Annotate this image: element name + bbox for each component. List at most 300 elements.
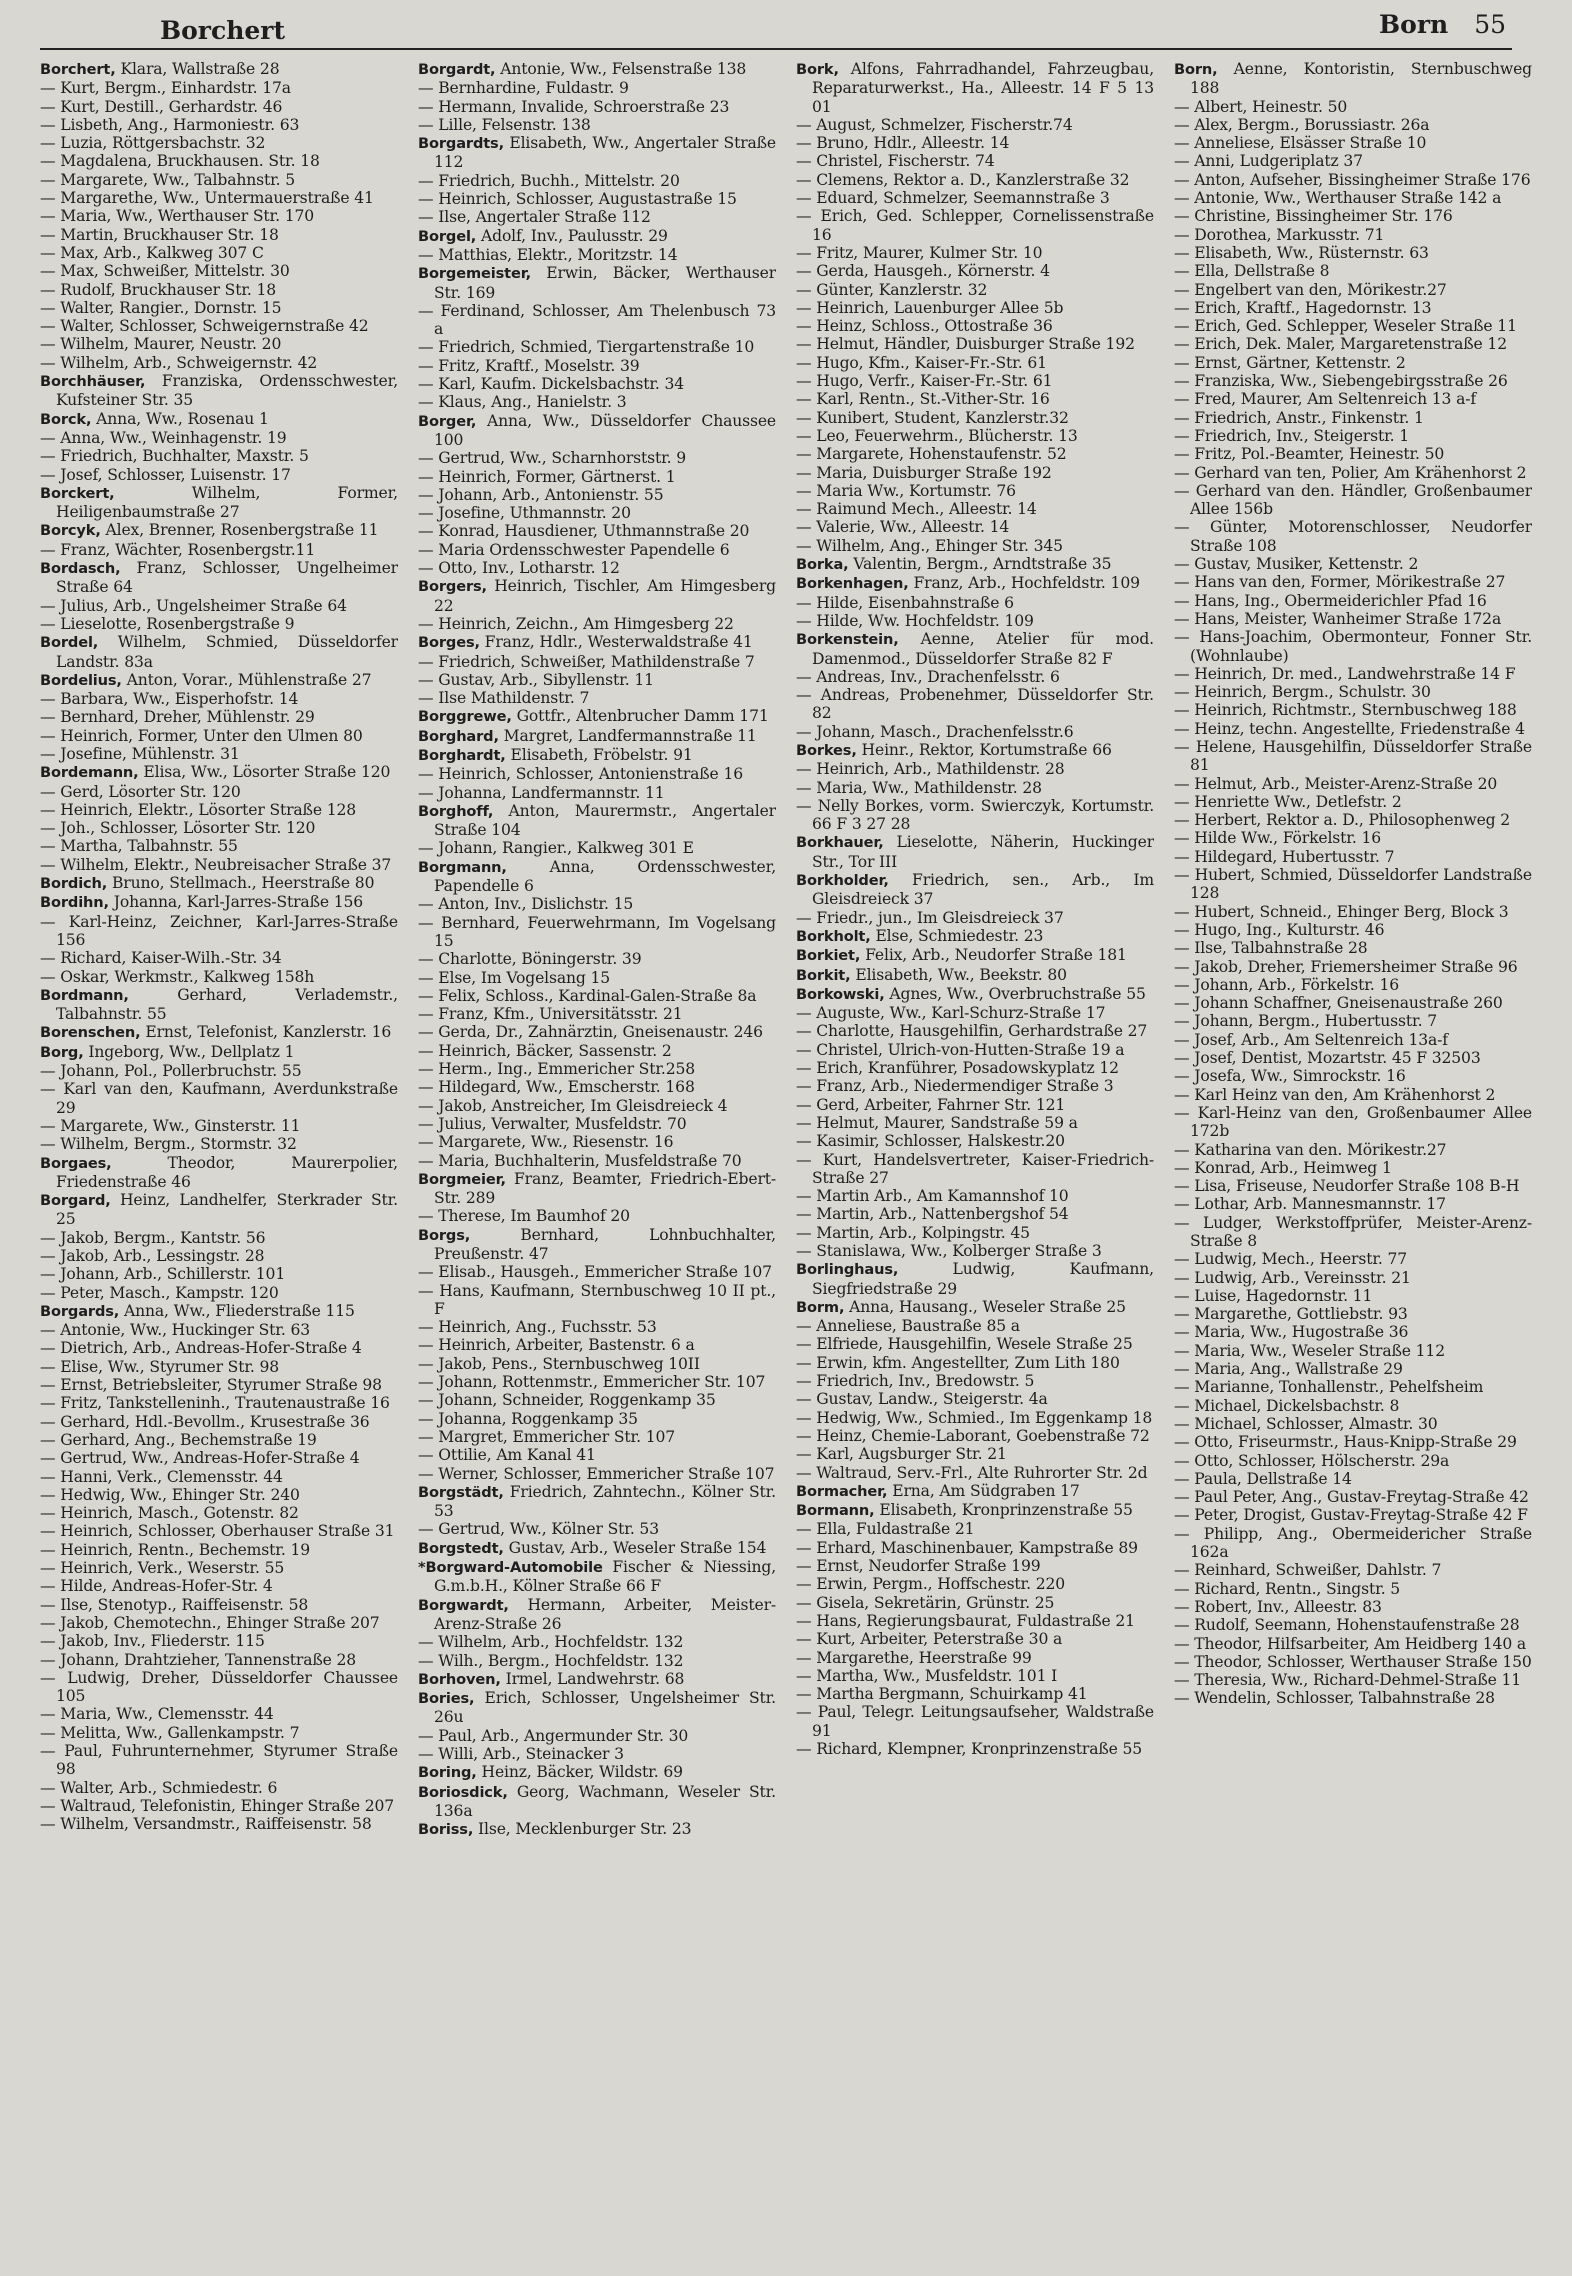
entry-surname: Borgmann, — [418, 858, 507, 876]
directory-entry — [418, 1783, 776, 1821]
directory-entry — [40, 1339, 398, 1357]
entry-text: — Max, Arb., Kalkweg 307 C — [40, 243, 264, 262]
directory-entry — [1174, 1506, 1532, 1524]
entry-text: — Maria Ordensschwester Papendelle 6 — [418, 540, 730, 559]
entry-text: — Wilh., Bergm., Hochfeldstr. 132 — [418, 1651, 684, 1670]
directory-entry — [1174, 1305, 1532, 1323]
directory-entry — [796, 1114, 1154, 1132]
entry-text: — Andreas, Probenehmer, Düsseldorfer Str. 82 — [796, 686, 1154, 723]
directory-entry — [418, 1023, 776, 1041]
directory-entry — [40, 98, 398, 116]
directory-entry — [796, 1077, 1154, 1095]
directory-entry — [1174, 335, 1532, 353]
directory-entry — [418, 1152, 776, 1170]
entry-text: — Johann, Pol., Pollerbruchstr. 55 — [40, 1062, 302, 1081]
entry-text: — Michael, Schlosser, Almastr. 30 — [1174, 1414, 1438, 1433]
entry-text: — Heinrich, Schlosser, Oberhauser Straße 31 — [40, 1522, 395, 1541]
directory-entry — [418, 1391, 776, 1409]
entry-text: Margret, Landfermannstraße 11 — [498, 726, 757, 745]
entry-text: — Helmut, Händler, Duisburger Straße 192 — [796, 335, 1135, 354]
directory-entry — [796, 1539, 1154, 1557]
directory-entry — [418, 1042, 776, 1060]
directory-entry — [418, 577, 776, 615]
entry-text: — Paul, Telegr. Leitungsaufseher, Waldstraße 91 — [796, 1703, 1154, 1740]
column-2 — [418, 60, 776, 2265]
entry-text: — Wilhelm, Elektr., Neubreisacher Straße 37 — [40, 855, 392, 874]
directory-entry — [1174, 1488, 1532, 1506]
entry-text: — Lothar, Arb. Mannesmannstr. 17 — [1174, 1195, 1446, 1214]
entry-text: — Heinz, Chemie-Laborant, Goebenstraße 72 — [796, 1426, 1150, 1445]
directory-entry — [796, 134, 1154, 152]
entry-text: Erwin, Bäcker, Werthauser Str. 169 — [434, 264, 776, 302]
entry-text: — Ella, Fuldastraße 21 — [796, 1520, 975, 1539]
entry-surname: Born, — [1174, 61, 1218, 78]
entry-text: — Maria, Ww., Werthauser Str. 170 — [40, 207, 315, 226]
entry-text: — Heinrich, Former, Gärtnerst. 1 — [418, 467, 676, 486]
entry-text: — Barbara, Ww., Eisperhofstr. 14 — [40, 690, 299, 709]
entry-text: — Heinrich, Masch., Gotenstr. 82 — [40, 1504, 299, 1523]
directory-entry — [1174, 134, 1532, 152]
entry-surname: Borgard, — [40, 1192, 111, 1210]
directory-entry — [796, 354, 1154, 372]
directory-entry — [796, 1482, 1154, 1501]
entry-text: — Max, Schweißer, Mittelstr. 30 — [40, 262, 290, 281]
entry-surname: Borkenhagen, — [796, 575, 909, 593]
entry-text: — Josef, Schlosser, Luisenstr. 17 — [40, 465, 291, 484]
directory-entry — [40, 1504, 398, 1522]
directory-entry — [418, 1373, 776, 1391]
entry-text: — Helmut, Arb., Meister-Arenz-Straße 20 — [1174, 774, 1498, 793]
directory-entry — [1174, 1470, 1532, 1488]
entry-text: Klara, Wallstraße 28 — [115, 60, 280, 78]
entry-text: Elisabeth, Ww., Beekstr. 80 — [850, 965, 1067, 984]
directory-entry — [1174, 720, 1532, 738]
directory-entry — [796, 1260, 1154, 1298]
directory-entry — [1174, 409, 1532, 427]
entry-text: — Julius, Verwalter, Musfeldstr. 70 — [418, 1114, 687, 1133]
entry-text: — Franziska, Ww., Siebengebirgsstraße 26 — [1174, 372, 1508, 391]
entry-text: — Paul, Arb., Angermunder Str. 30 — [418, 1726, 689, 1745]
entry-text: — Friedrich, Buchhalter, Maxstr. 5 — [40, 447, 309, 466]
directory-entry — [796, 1022, 1154, 1040]
entry-surname: Borgwardt, — [418, 1596, 509, 1614]
entry-surname: Borcyk, — [40, 522, 101, 540]
directory-entry — [1174, 60, 1532, 98]
entry-text: — Helene, Hausgehilfin, Düsseldorfer Straße 81 — [1174, 737, 1532, 775]
entry-text: — Therese, Im Baumhof 20 — [418, 1207, 630, 1226]
directory-entry — [40, 801, 398, 819]
directory-entry — [418, 1226, 776, 1264]
directory-entry — [418, 727, 776, 746]
entry-text: — Karl, Rentn., St.-Vither-Str. 16 — [796, 390, 1050, 409]
entry-surname: Bories, — [418, 1690, 475, 1708]
directory-entry — [40, 949, 398, 967]
entry-text: — Ludwig, Arb., Vereinsstr. 21 — [1174, 1268, 1411, 1287]
directory-entry — [1174, 1433, 1532, 1451]
entry-text: — Walter, Rangier., Dornstr. 15 — [40, 298, 282, 317]
entry-text: — Elfriede, Hausgehilfin, Wesele Straße 25 — [796, 1335, 1133, 1354]
entry-text: Ilse, Mecklenburger Str. 23 — [473, 1820, 692, 1839]
entry-text: — Peter, Drogist, Gustav-Freytag-Straße 42 F — [1174, 1506, 1528, 1525]
directory-entry — [796, 1575, 1154, 1593]
entry-text: — Dorothea, Markusstr. 71 — [1174, 225, 1385, 244]
entry-text: — Heinrich, Schlosser, Antonienstraße 16 — [418, 765, 743, 784]
entry-text: Elisa, Ww., Lösorter Straße 120 — [138, 763, 391, 782]
directory-entry — [1174, 701, 1532, 719]
directory-entry — [40, 1632, 398, 1650]
directory-entry — [1174, 1635, 1532, 1653]
entry-text: — Günter, Kanzlerstr. 32 — [796, 280, 988, 299]
entry-text: Agnes, Ww., Overbruchstraße 55 — [884, 984, 1146, 1003]
entry-text: — Luise, Hagedornstr. 11 — [1174, 1286, 1373, 1305]
directory-entry — [40, 690, 398, 708]
directory-entry — [40, 354, 398, 372]
entry-text: — Charlotte, Böningerstr. 39 — [418, 950, 642, 969]
entry-text: — Reinhard, Schweißer, Dahlstr. 7 — [1174, 1561, 1442, 1580]
directory-entry — [40, 484, 398, 522]
directory-entry — [796, 1317, 1154, 1335]
directory-entry — [796, 372, 1154, 390]
directory-entry — [40, 447, 398, 465]
entry-text: — Gertrud, Ww., Andreas-Hofer-Straße 4 — [40, 1449, 360, 1468]
entry-text: — Maria, Buchhalterin, Musfeldstraße 70 — [418, 1151, 742, 1170]
directory-entry — [796, 1224, 1154, 1242]
directory-entry — [796, 1740, 1154, 1758]
entry-text: — Rudolf, Bruckhauser Str. 18 — [40, 280, 277, 299]
entry-text: — Herm., Ing., Emmericher Str.258 — [418, 1060, 696, 1079]
entry-text: Georg, Wachmann, Weseler Str. 136a — [434, 1782, 776, 1820]
directory-entry — [40, 1229, 398, 1247]
directory-entry — [418, 1078, 776, 1096]
directory-entry — [796, 1151, 1154, 1188]
entry-surname: Bordemann, — [40, 764, 139, 782]
entry-surname: Borgstädt, — [418, 1483, 504, 1501]
directory-entry — [418, 784, 776, 802]
entry-text: — Martin, Bruckhauser Str. 18 — [40, 225, 279, 244]
directory-entry — [1174, 1195, 1532, 1213]
directory-entry — [1174, 1561, 1532, 1579]
entry-surname: Borghoff, — [418, 802, 494, 820]
directory-entry — [418, 1520, 776, 1538]
directory-entry — [40, 372, 398, 410]
entry-text: — Gustav, Landw., Steigerstr. 4a — [796, 1390, 1048, 1409]
entry-text: — Jakob, Bergm., Kantstr. 56 — [40, 1228, 266, 1247]
entry-text: — Gerhard van ten, Polier, Am Krähenhorst 2 — [1174, 463, 1527, 482]
directory-entry — [40, 856, 398, 874]
entry-text: — Erich, Kranführer, Posadowskyplatz 12 — [796, 1059, 1119, 1078]
directory-entry — [418, 1133, 776, 1151]
entry-text: — Martha, Ww., Musfeldstr. 101 I — [796, 1666, 1058, 1685]
directory-entry — [40, 1302, 398, 1321]
entry-text: — Richard, Kaiser-Wilh.-Str. 34 — [40, 949, 282, 968]
directory-entry — [796, 1059, 1154, 1077]
entry-text: — Kurt, Bergm., Einhardstr. 17a — [40, 79, 291, 98]
directory-entry — [1174, 1360, 1532, 1378]
entry-text: Gottfr., Altenbrucher Damm 171 — [511, 707, 769, 726]
directory-entry — [796, 1354, 1154, 1372]
entry-text: — Peter, Masch., Kampstr. 120 — [40, 1283, 279, 1302]
entry-surname: Borgardt, — [418, 61, 496, 78]
entry-text: — Heinrich, Schlosser, Augustastraße 15 — [418, 190, 737, 209]
directory-entry — [1174, 1104, 1532, 1141]
entry-text: Heinz, Bäcker, Wildstr. 69 — [476, 1763, 683, 1782]
directory-entry — [418, 653, 776, 671]
directory-entry — [1174, 1049, 1532, 1067]
directory-entry — [1174, 207, 1532, 225]
column-4 — [1174, 60, 1532, 2265]
directory-entry — [796, 797, 1154, 834]
directory-entry — [1174, 1323, 1532, 1341]
entry-text: — Johanna, Roggenkamp 35 — [418, 1409, 638, 1428]
directory-entry — [796, 985, 1154, 1004]
directory-entry — [796, 409, 1154, 427]
directory-entry — [40, 116, 398, 134]
directory-entry — [418, 1539, 776, 1558]
directory-entry — [418, 839, 776, 857]
entry-text: — Wendelin, Schlosser, Talbahnstraße 28 — [1174, 1689, 1495, 1708]
directory-entry — [796, 1685, 1154, 1703]
entry-text: — Karl-Heinz van den, Großenbaumer Allee 172b — [1174, 1103, 1532, 1141]
directory-entry — [1174, 665, 1532, 683]
directory-entry — [796, 189, 1154, 207]
entry-text: Heinz, Landhelfer, Sterkrader Str. 25 — [56, 1191, 398, 1229]
directory-entry — [1174, 793, 1532, 811]
entry-text: — Nelly Borkes, vorm. Swierczyk, Kortumstr. 66 F 3 27 28 — [796, 796, 1154, 834]
directory-entry — [40, 913, 398, 950]
entry-text: — Maria, Ang., Wallstraße 29 — [1174, 1360, 1403, 1379]
entry-text: — Gustav, Arb., Sibyllenstr. 11 — [418, 670, 654, 689]
entry-surname: Borm, — [796, 1298, 845, 1316]
entry-text: — Josefa, Ww., Simrockstr. 16 — [1174, 1067, 1406, 1086]
directory-entry — [40, 1541, 398, 1559]
entry-text: — Anni, Ludgeriplatz 37 — [1174, 152, 1363, 171]
directory-entry — [1174, 1342, 1532, 1360]
entry-text: — Erwin, kfm. Angestellter, Zum Lith 180 — [796, 1353, 1120, 1372]
directory-entry — [1174, 1067, 1532, 1085]
entry-text: — Elisab., Hausgeh., Emmericher Straße 107 — [418, 1263, 772, 1282]
entry-text: — Heinrich, Dr. med., Landwehrstraße 14 F — [1174, 664, 1516, 683]
entry-text: — Hubert, Schneid., Ehinger Berg, Block 3 — [1174, 902, 1509, 921]
entry-text: — Albert, Heinestr. 50 — [1174, 97, 1348, 116]
entry-text: — Hans, Regierungsbaurat, Fuldastraße 21 — [796, 1611, 1135, 1630]
directory-entry — [796, 464, 1154, 482]
entry-text: Else, Schmiedestr. 23 — [870, 926, 1044, 945]
directory-entry — [40, 189, 398, 207]
entry-text: — Maria, Ww., Hugostraße 36 — [1174, 1323, 1409, 1342]
entry-surname: Borggrewe, — [418, 708, 512, 726]
entry-text: — Martin, Arb., Kolpingstr. 45 — [796, 1223, 1030, 1242]
entry-text: Anton, Maurermstr., Angertaler Straße 104 — [434, 801, 776, 840]
directory-entry — [40, 262, 398, 280]
directory-entry — [1174, 1525, 1532, 1562]
directory-entry — [1174, 464, 1532, 482]
directory-entry — [40, 1468, 398, 1486]
directory-entry — [796, 60, 1154, 116]
entry-text: — Maria, Ww., Weseler Straße 112 — [1174, 1341, 1445, 1360]
entry-surname: Bordihn, — [40, 894, 109, 912]
directory-entry — [418, 858, 776, 896]
directory-entry — [1174, 1415, 1532, 1433]
directory-entry — [796, 668, 1154, 686]
entry-surname: Borgers, — [418, 578, 487, 596]
entry-text: — Walter, Schlosser, Schweigernstraße 42 — [40, 317, 369, 336]
entry-text: — Konrad, Arb., Heimweg 1 — [1174, 1158, 1392, 1177]
directory-entry — [418, 98, 776, 116]
entry-text: — Konrad, Hausdiener, Uthmannstraße 20 — [418, 522, 750, 541]
directory-entry — [1174, 921, 1532, 939]
directory-entry — [796, 1372, 1154, 1390]
directory-entry — [40, 597, 398, 615]
entry-text: — Otto, Inv., Lotharstr. 12 — [418, 559, 620, 578]
entry-text: — Gerd, Lösorter Str. 120 — [40, 782, 241, 801]
directory-entry — [40, 521, 398, 540]
entry-text: — Johann, Schneider, Roggenkamp 35 — [418, 1391, 716, 1410]
entry-text: — Auguste, Ww., Karl-Schurz-Straße 17 — [796, 1004, 1106, 1023]
directory-entry — [40, 1577, 398, 1595]
entry-text: Ernst, Telefonist, Kanzlerstr. 16 — [140, 1023, 392, 1042]
directory-entry — [418, 689, 776, 707]
entry-text: — Hugo, Ing., Kulturstr. 46 — [1174, 920, 1385, 939]
entry-text: Ingeborg, Ww., Dellplatz 1 — [83, 1042, 295, 1061]
directory-entry — [418, 1282, 776, 1319]
entry-text: — Karl Heinz van den, Am Krähenhorst 2 — [1174, 1085, 1496, 1104]
directory-entry — [418, 1005, 776, 1023]
directory-entry — [418, 895, 776, 913]
entry-text: — Ilse, Angertaler Straße 112 — [418, 208, 651, 227]
entry-text: — Maria Ww., Kortumstr. 76 — [796, 481, 1016, 500]
entry-surname: Bormann, — [796, 1502, 875, 1520]
entry-text: — Stanislawa, Ww., Kolberger Straße 3 — [796, 1242, 1102, 1260]
entry-text: — Hans, Meister, Wanheimer Straße 172a — [1174, 609, 1502, 628]
entry-text: — Gertrud, Ww., Scharnhorststr. 9 — [418, 449, 687, 468]
entry-text: Gustav, Arb., Weseler Straße 154 — [503, 1538, 767, 1557]
entry-text: — Gerhard van den. Händler, Großenbaumer Allee 156b — [1174, 481, 1532, 519]
directory-entry — [418, 914, 776, 951]
entry-text: Friedrich, Zahntechn., Kölner Str. 53 — [434, 1482, 776, 1521]
directory-entry — [418, 468, 776, 486]
directory-entry — [40, 152, 398, 170]
directory-entry — [1174, 244, 1532, 262]
directory-entry — [418, 633, 776, 652]
entry-text: — Otto, Friseurmstr., Haus-Knipp-Straße 29 — [1174, 1433, 1517, 1452]
entry-text: Alfons, Fahrradhandel, Fahrzeugbau, Reparaturwerkst., Ha., Alleestr. 14 F 5 13 01 — [812, 60, 1154, 116]
directory-entry — [418, 1652, 776, 1670]
entry-text: — Luzia, Röttgersbachstr. 32 — [40, 134, 266, 153]
directory-entry — [418, 227, 776, 246]
directory-entry — [418, 208, 776, 226]
directory-entry — [1174, 1159, 1532, 1177]
entry-text: — Maria, Ww., Mathildenstr. 28 — [796, 778, 1042, 797]
directory-entry — [40, 1779, 398, 1797]
directory-entry — [1174, 994, 1532, 1012]
entry-text: — Martha, Talbahnstr. 55 — [40, 837, 238, 856]
directory-entry — [796, 1501, 1154, 1520]
entry-text: — Katharina van den. Mörikestr.27 — [1174, 1140, 1447, 1159]
directory-entry — [796, 966, 1154, 985]
entry-surname: Bordich, — [40, 875, 108, 893]
entry-text: — Kurt, Handelsvertreter, Kaiser-Friedrich-Straße 27 — [796, 1150, 1154, 1187]
entry-text: — Martin, Arb., Nattenbergshof 54 — [796, 1205, 1069, 1224]
directory-entry — [1174, 1616, 1532, 1634]
entry-text: — Günter, Motorenschlosser, Neudorfer Straße 108 — [1174, 518, 1532, 555]
entry-text: — Johann, Bergm., Hubertusstr. 7 — [1174, 1012, 1437, 1031]
entry-surname: Borck, — [40, 410, 92, 428]
entry-surname: Bordmann, — [40, 986, 129, 1004]
entry-text: Felix, Arb., Neudorfer Straße 181 — [860, 946, 1127, 965]
entry-text: — Michael, Dickelsbachstr. 8 — [1174, 1396, 1400, 1415]
directory-entry — [796, 1445, 1154, 1463]
directory-entry — [1174, 1671, 1532, 1689]
entry-text: Johanna, Karl-Jarres-Straße 156 — [108, 893, 364, 912]
directory-entry — [796, 1205, 1154, 1223]
entry-text: — Martha Bergmann, Schuirkamp 41 — [796, 1685, 1088, 1704]
directory-entry — [796, 909, 1154, 927]
entry-text: — Rudolf, Seemann, Hohenstaufenstraße 28 — [1174, 1616, 1520, 1635]
entry-text: — Ilse, Stenotyp., Raiffeisenstr. 58 — [40, 1595, 309, 1614]
entry-text: — Hildegard, Ww., Emscherstr. 168 — [418, 1078, 695, 1097]
directory-entry — [1174, 1031, 1532, 1049]
entry-text: — Ernst, Betriebsleiter, Styrumer Straße 98 — [40, 1376, 382, 1395]
directory-entry — [796, 1004, 1154, 1022]
entry-text: Ludwig, Kaufmann, Siegfriedstraße 29 — [812, 1260, 1154, 1298]
entry-text: Anna, Ww., Fliederstraße 115 — [119, 1301, 355, 1320]
entry-text: — Ilse Mathildenstr. 7 — [418, 689, 590, 708]
directory-entry — [1174, 317, 1532, 335]
entry-text: — Wilhelm, Arb., Hochfeldstr. 132 — [418, 1633, 684, 1652]
directory-entry — [40, 410, 398, 429]
entry-text: — Kunibert, Student, Kanzlerstr.32 — [796, 408, 1069, 427]
entry-text: Wilhelm, Schmied, Düsseldorfer Landstr. 83a — [56, 633, 398, 671]
entry-text: — Hans, Kaufmann, Sternbuschweg 10 II pt., F — [418, 1281, 776, 1318]
entry-text: — Hans-Joachim, Obermonteur, Fonner Str. (Wohnlaube) — [1174, 628, 1532, 665]
entry-text: — Josef, Arb., Am Seltenreich 13a-f — [1174, 1030, 1448, 1049]
directory-entry — [418, 1060, 776, 1078]
directory-entry — [796, 445, 1154, 463]
directory-entry — [796, 1132, 1154, 1150]
directory-entry — [418, 338, 776, 356]
entry-text: — Helmut, Maurer, Sandstraße 59 a — [796, 1113, 1078, 1132]
entry-text: — Hubert, Schmied, Düsseldorfer Landstraße 128 — [1174, 866, 1532, 903]
directory-entry — [40, 559, 398, 597]
entry-text: — Elisabeth, Ww., Rüsternstr. 63 — [1174, 243, 1429, 262]
entry-text: Elisabeth, Ww., Angertaler Straße 112 — [434, 134, 776, 172]
directory-entry — [1174, 976, 1532, 994]
entry-text: Heinrich, Tischler, Am Himgesberg 22 — [434, 577, 776, 615]
directory-entry — [40, 299, 398, 317]
directory-entry — [1174, 152, 1532, 170]
entry-text: — Theresia, Ww., Richard-Dehmel-Straße 11 — [1174, 1671, 1522, 1690]
entry-surname: *Borgward-Automobile — [418, 1559, 603, 1577]
directory-entry — [796, 537, 1154, 555]
entry-text: — Franz, Kfm., Universitätsstr. 21 — [418, 1005, 683, 1024]
entry-text: — Friedrich, Inv., Steigerstr. 1 — [1174, 426, 1410, 445]
entry-text: — Erwin, Pergm., Hoffschestr. 220 — [796, 1575, 1066, 1594]
directory-entry — [40, 837, 398, 855]
directory-entry — [1174, 1452, 1532, 1470]
directory-entry — [1174, 592, 1532, 610]
entry-text: — Elise, Ww., Styrumer Str. 98 — [40, 1357, 280, 1376]
directory-entry — [40, 893, 398, 912]
directory-entry — [40, 1522, 398, 1540]
directory-entry — [418, 1097, 776, 1115]
directory-entry — [418, 1633, 776, 1651]
directory-entry — [1174, 281, 1532, 299]
directory-entry — [40, 1191, 398, 1229]
entry-text: — Bruno, Hdlr., Alleestr. 14 — [796, 134, 1010, 153]
entry-surname: Borg, — [40, 1043, 84, 1061]
directory-entry — [418, 504, 776, 522]
entry-text: — Erich, Ged. Schlepper, Weseler Straße 11 — [1174, 317, 1517, 336]
